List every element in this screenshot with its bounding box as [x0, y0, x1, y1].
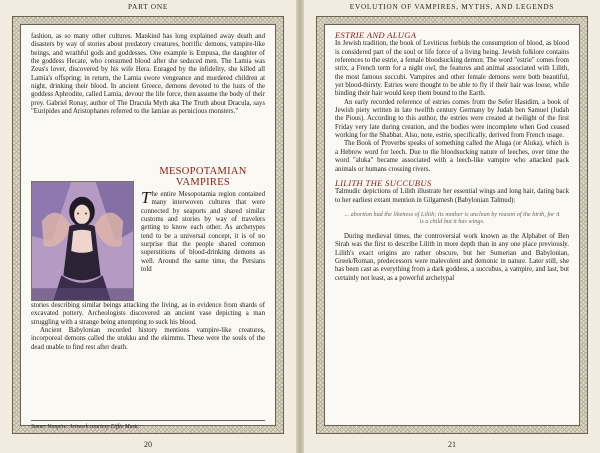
box-title-line1: MESOPOTAMIAN — [159, 166, 247, 177]
paragraph-aluga: The Book of Proverbs speaks of something called the Aluga (or Aluka), which is a Hebrew word for leech. Due to the bloodsucking nature of leeches, over time the word "aluka" became associated with a leech-like vampire who attacked pack animals or humans crossing rivers. — [335, 140, 569, 173]
drop-cap: T — [141, 188, 151, 207]
paragraph-estrie-1: In Jewish tradition, the book of Leviticus forbids the consumption of blood, as blood is considered part of the soul or life force of a living being. Jewish folklore contains references to the estrie, a female bloodsucking demon. The word "estrie" comes from strix, a French term for a night owl, the features and animal associated with Lilith, the most famous succubi. Vampires and other female demons were both beautiful, yet blood-thirsty. Estries were thought to be able to fly if their hair was loose, while binding their hair would keep them bound to the Earth. — [335, 40, 569, 98]
box-below-paragraph: stories describing similar beings attacking the living, as in evidence from shards of excavated pottery. Archeologists discovered an ancient vase depicting a man struggling with a strange being attempting to suck his blood. — [31, 302, 265, 326]
book-gutter — [296, 0, 304, 453]
box-side-paragraph: he entire Mesopotamia region contained many interwoven cultures that were connected by seaports and shared similar customs and stories by way of travelers getting to know each other. As archetypes tend to be a universal concept, it is of no surprise that the people shared common superstitions of blood-drinking demons as well. Around the same time, the Persians told — [141, 191, 265, 274]
box-below-text — [31, 302, 265, 352]
talmud-quote: ... abortion had the likeness of Lilith; its mother is unclean by reason of the birth, for it is a child but it has wings. — [344, 210, 560, 226]
sumer-vampire-artwork — [31, 181, 134, 301]
left-page — [0, 0, 296, 453]
left-intro-text — [31, 33, 265, 116]
page-number-right: 21 — [448, 440, 456, 449]
box-side-text — [141, 188, 265, 274]
decorative-frame-left — [12, 16, 284, 434]
paragraph-lilith-2: During medieval times, the controversial work known as the Alphabet of Ben Sirah was the first to describe Lilith in more depth than in any one place previously. Lilith's exact origins are rather obscure, but her Sumerian and Babylonian, Greek/Roman, predecessors were malevolent and demonic in nature. Later still, she has been cast as everything from a dark goddess, a succubus, a vampire, and last, but certainly not least, as a powerful archetypal — [335, 233, 569, 282]
right-body-text — [335, 31, 569, 283]
paragraph-estrie-2: An early recorded reference of estries comes from the Sefer Hasidim, a book of Jewish piety written in late twelfth century Germany by Judah ben Samuel (Judah the Pious). According to this author, the estries were created at twilight of the first Friday very late during creation, and the bodies were incomplete when God ceased working for the Shabbat. Also, note, estrie, specifically, derived from French usage. — [335, 98, 569, 140]
vampire-illustration-icon — [32, 182, 133, 300]
artwork-caption: Sumer Vampire. Artwork courtesy Eiffie Music — [31, 420, 265, 430]
box-title-line2: VAMPIRES — [175, 176, 231, 188]
page-number-left: 20 — [144, 440, 152, 449]
heading-estrie-aluga: ESTRIE AND ALUGA — [335, 30, 417, 40]
intro-paragraph: fashion, as so many other cultures. Mankind has long explained away death and disasters by way of stories about predatory creatures, horrific demons, vampire-like beings, and wrathful gods and goddesses. One example is Empusa, the daughter of the goddess Hecate, who consumed blood after she seduced men. The Lamia was Zeus's lover, discovered by his wife Hera. Enraged by the infidelity, she killed all Lamia's offspring; in return, the Lamia swore vengeance and murdered children at night, drinking their blood. In ancient Greece, demons devoted to the lusts of the goddess Aphrodite, called Lamia, devour the life force, then assume the body of their prey. Gabriel Ronay, author of The Dracula Myth aka The Truth about Dracula, says "Euripides and Aristophanes referred to the lamiae as pernicious monsters." — [31, 33, 265, 116]
left-page-body — [20, 24, 276, 430]
decorative-frame-right — [316, 16, 588, 434]
right-page — [304, 0, 600, 453]
right-page-body — [324, 24, 580, 426]
box-paragraph-babylonian: Ancient Babylonian recorded history mentions vampire-like creatures, incorporeal demons called the utukku and the ekimmu. These were the souls of the dead unable to find rest after death. — [31, 327, 265, 351]
running-head-right: EVOLUTION OF VAMPIRES, MYTHS, AND LEGENDS — [349, 3, 555, 11]
heading-lilith: LILITH THE SUCCUBUS — [335, 177, 432, 188]
sidebar-box-mesopotamian — [31, 165, 265, 433]
running-head-left: PART ONE — [127, 3, 169, 11]
box-title — [141, 167, 265, 188]
paragraph-lilith-1: Talmudic depictions of Lilith illustrate her essential wings and long hair, dating back to her earliest extant mention in Gilgamesh (Babylonian Talmud): — [335, 188, 569, 204]
